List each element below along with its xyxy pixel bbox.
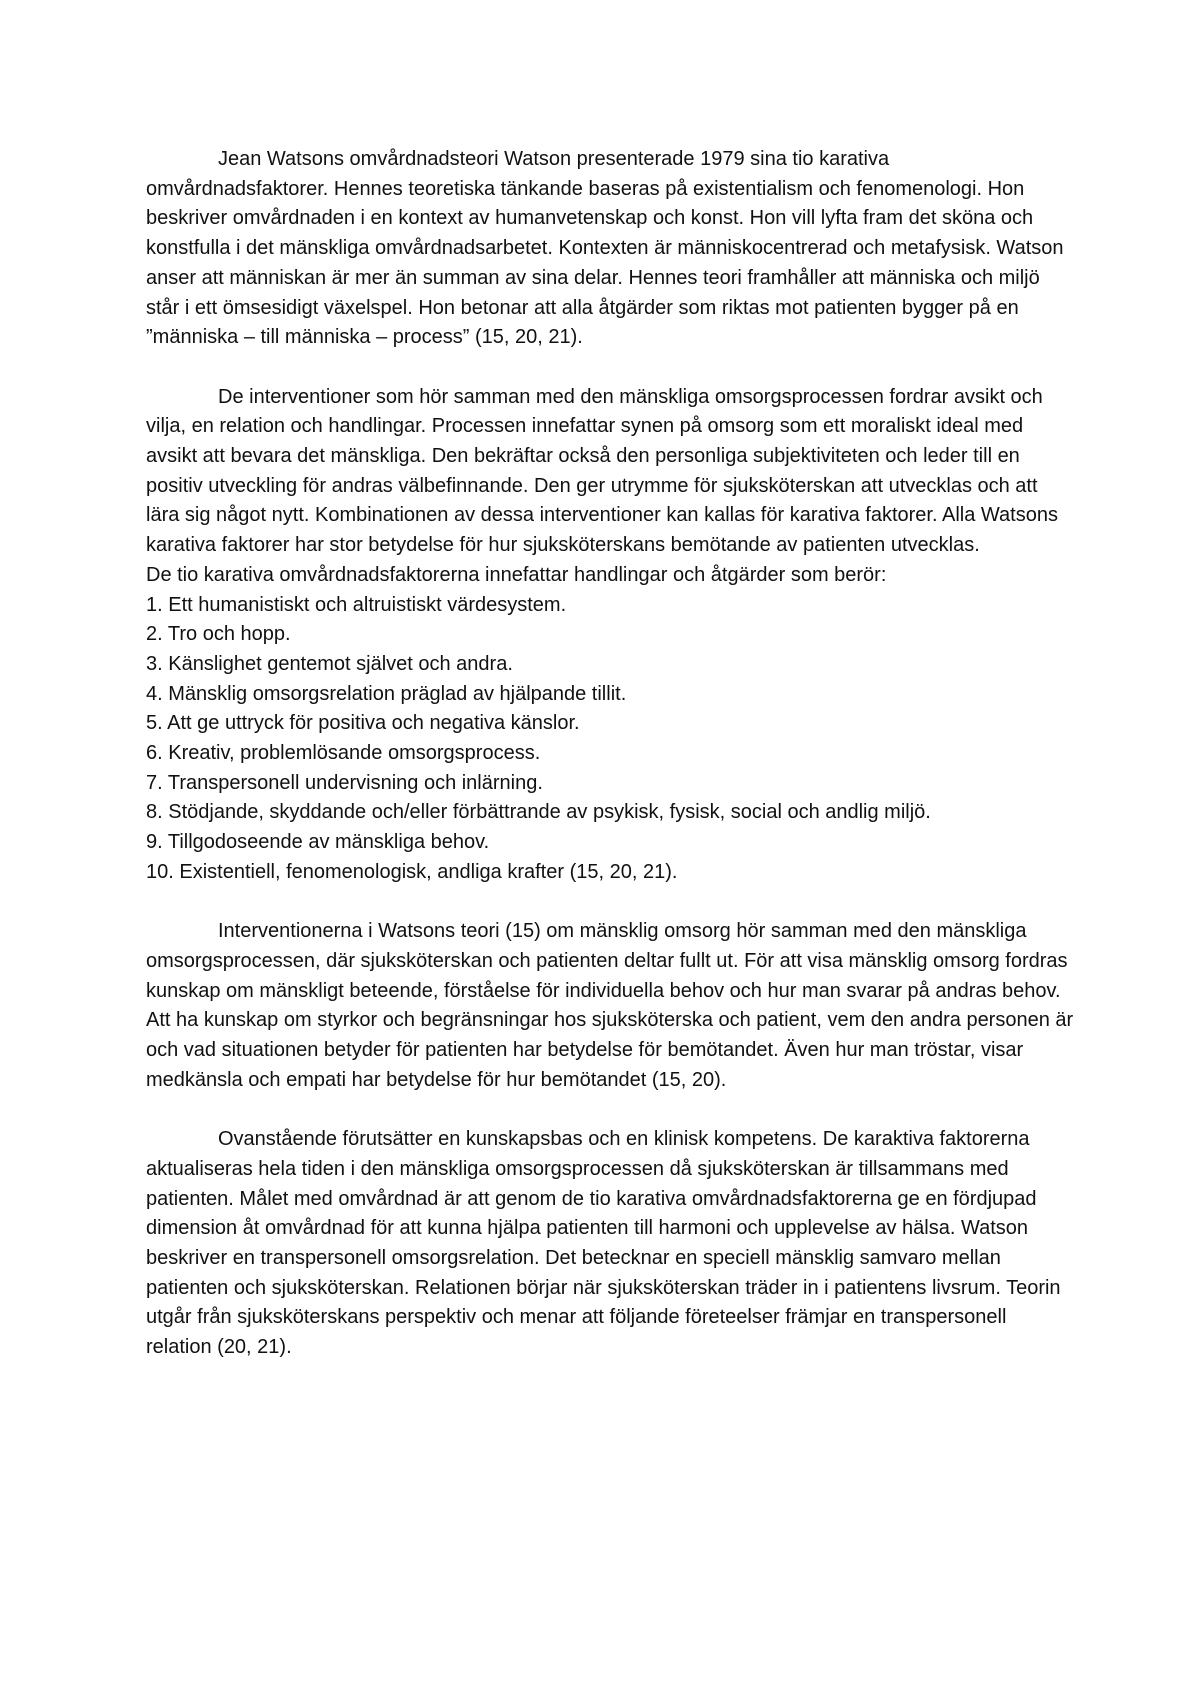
document-body <box>146 145 1076 1363</box>
list-item: 8. Stödjande, skyddande och/eller förbättrande av psykisk, fysisk, social och andlig miljö. <box>146 801 931 824</box>
paragraph-watson-theory: Jean Watsons omvårdnadsteori Watson presenterade 1979 sina tio karativa omvårdnadsfaktorer. Hennes teoretiska tänkande baseras på existentialism och fenomenologi. Hon beskriver omvårdnaden i en kontext av humanvetenskap och konst. Hon vill lyfta fram det sköna och konstfulla i det mänskliga omvårdnadsarbetet. Kontexten är människocentrerad och metafysisk. Watson anser att människan är mer än summan av sina delar. Hennes teori framhåller att människa och miljö står i ett ömsesidigt växelspel. Hon betonar att alla åtgärder som riktas mot patienten bygger på en ”människa – till människa – process” (15, 20, 21). <box>146 148 1064 349</box>
list-intro: De tio karativa omvårdnadsfaktorerna innefattar handlingar och åtgärder som berör: <box>146 563 887 586</box>
list-item: 6. Kreativ, problemlösande omsorgsprocess. <box>146 742 541 765</box>
paragraph-interventions: De interventioner som hör samman med den mänskliga omsorgsprocessen fordrar avsikt och vilja, en relation och handlingar. Processen innefattar synen på omsorg som ett moraliskt ideal med avsikt att bevara det mänskliga. Den bekräftar också den personliga subjektiviteten och leder till en positiv utveckling för andras välbefinnande. Den ger utrymme för sjuksköterskan att utvecklas och att lära sig något nytt. Kombinationen av dessa interventioner kan kallas för karativa faktorer. Alla Watsons karativa faktorer har stor betydelse för hur sjuksköterskans bemötande av patienten utvecklas. <box>146 385 1058 557</box>
list-item: 5. Att ge uttryck för positiva och negativa känslor. <box>146 712 580 735</box>
paragraph-transpersonal-relation: Ovanstående förutsätter en kunskapsbas och en klinisk kompetens. De karaktiva faktorerna aktualiseras hela tiden i den mänskliga omsorgsprocessen då sjuksköterskan är tillsammans med patienten. Målet med omvårdnad är att genom de tio karativa omvårdnadsfaktorerna ge en fördjupad dimension åt omvårdnad för att kunna hjälpa patienten till harmoni och upplevelse av hälsa. Watson beskriver en transpersonell omsorgsrelation. Det betecknar en speciell mänsklig samvaro mellan patienten och sjuksköterskan. Relationen börjar när sjuksköterskan träder in i patientens livsrum. Teorin utgår från sjuksköterskans perspektiv och menar att följande företeelser främjar en transpersonell relation (20, 21). <box>146 1128 1061 1359</box>
paragraph-spacer <box>146 1095 1076 1125</box>
list-item: 1. Ett humanistiskt och altruistiskt värdesystem. <box>146 593 567 616</box>
karative-factors-list <box>146 591 1076 888</box>
paragraph-spacer <box>146 353 1076 383</box>
list-item: 4. Mänsklig omsorgsrelation präglad av hjälpande tillit. <box>146 682 627 705</box>
paragraph-spacer <box>146 888 1076 918</box>
paragraph-human-caring: Interventionerna i Watsons teori (15) om mänsklig omsorg hör samman med den mänskliga omsorgsprocessen, där sjuksköterskan och patienten deltar fullt ut. För att visa mänsklig omsorg fordras kunskap om mänskligt beteende, förståelse för individuella behov och hur man svarar på andras behov. Att ha kunskap om styrkor och begränsningar hos sjuksköterska och patient, vem den andra personen är och vad situationen betyder för patienten har betydelse för bemötandet. Även hur man tröstar, visar medkänsla och empati har betydelse för hur bemötandet (15, 20). <box>146 920 1074 1091</box>
list-item: 7. Transpersonell undervisning och inlärning. <box>146 771 543 794</box>
list-item: 9. Tillgodoseende av mänskliga behov. <box>146 831 490 854</box>
list-item: 3. Känslighet gentemot självet och andra. <box>146 652 513 675</box>
list-item: 10. Existentiell, fenomenologisk, andliga krafter (15, 20, 21). <box>146 860 678 883</box>
list-item: 2. Tro och hopp. <box>146 623 291 646</box>
